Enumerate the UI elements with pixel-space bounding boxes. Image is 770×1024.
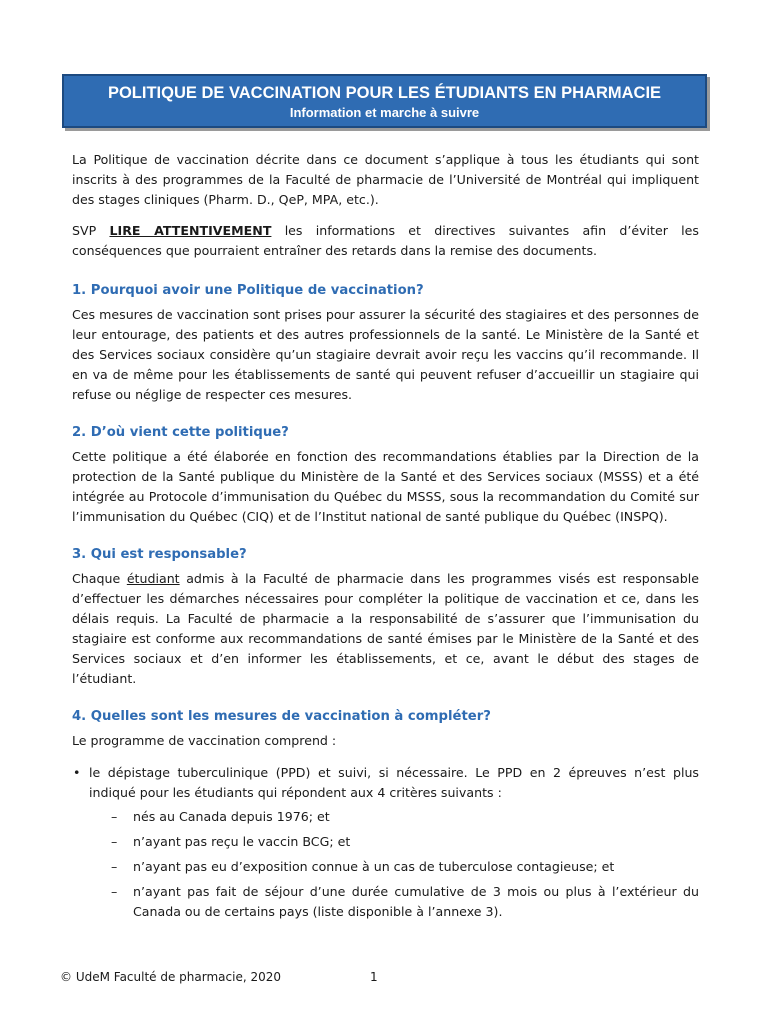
vaccination-measures-list xyxy=(72,763,699,922)
list-item xyxy=(89,857,699,877)
list-item xyxy=(72,763,699,922)
criterion-text: n’ayant pas eu d’exposition connue à un cas de tuberculose contagieuse; et xyxy=(133,859,615,874)
instruction-paragraph xyxy=(72,221,699,261)
tb-screening-text: le dépistage tuberculinique (PPD) et suivi, si nécessaire. Le PPD en 2 épreuves n’est plus indiqué pour les étudiants qui répondent aux 4 critères suivants : xyxy=(89,765,699,800)
section-3-heading: 3. Qui est responsable? xyxy=(72,547,247,562)
bullet-icon: • xyxy=(73,765,81,780)
footer-copyright: © UdeM Faculté de pharmacie, 2020 xyxy=(60,970,281,984)
section-1-heading: 1. Pourquoi avoir une Politique de vaccination? xyxy=(72,283,424,298)
section-3-body xyxy=(72,569,699,689)
document-subtitle: Information et marche à suivre xyxy=(289,105,480,120)
dash-icon: – xyxy=(111,859,118,874)
section-2-body: Cette politique a été élaborée en fonction des recommandations établies par la Direction de la protection de la Santé publique du Ministère de la Santé et des Services sociaux (MSSS) et a été intégrée au Protocole d’immunisation du Québec du MSSS, sous la recommandation du Comité sur l’immunisation du Québec (CIQ) et de l’Institut national de santé publique du Québec (INSPQ). xyxy=(72,449,699,524)
read-carefully-emphasis: LIRE ATTENTIVEMENT xyxy=(109,223,272,238)
instruction-rest: les informations et directives suivantes afin d’éviter les conséquences que pourraient entraîner des retards dans la remise des documents. xyxy=(72,223,699,258)
section-1-body: Ces mesures de vaccination sont prises pour assurer la sécurité des stagiaires et des personnes de leur entourage, des patients et des autres professionnels de la santé. Le Ministère de la Santé et des Services sociaux considère qu’un stagiaire devrait avoir reçu les vaccins qu’il recommande. Il en va de même pour les établissements de santé qui peuvent refuser d’accueillir un stagiaire qui refuse ou néglige de respecter ces mesures. xyxy=(72,307,699,402)
section-3-prefix: Chaque xyxy=(72,571,127,586)
list-item xyxy=(89,832,699,852)
list-item xyxy=(89,882,699,922)
criteria-list xyxy=(89,807,699,922)
instruction-prefix: SVP xyxy=(72,223,110,238)
dash-icon: – xyxy=(111,884,118,899)
document-title-banner xyxy=(62,74,707,128)
dash-icon: – xyxy=(111,809,118,824)
criterion-text: n’ayant pas reçu le vaccin BCG; et xyxy=(133,834,351,849)
page-number: 1 xyxy=(370,970,378,984)
intro-paragraph: La Politique de vaccination décrite dans ce document s’applique à tous les étudiants qui sont inscrits à des programmes de la Faculté de pharmacie de l’Université de Montréal qui impliquent des stages cliniques (Pharm. D., QeP, MPA, etc.). xyxy=(72,152,699,207)
list-item xyxy=(89,807,699,827)
criterion-text: n’ayant pas fait de séjour d’une durée cumulative de 3 mois ou plus à l’extérieur du Canada ou de certains pays (liste disponible à l’annexe 3). xyxy=(133,884,699,919)
dash-icon: – xyxy=(111,834,118,849)
section-4-heading: 4. Quelles sont les mesures de vaccination à compléter? xyxy=(72,709,491,724)
student-underlined: étudiant xyxy=(126,571,180,586)
section-4-body: Le programme de vaccination comprend : xyxy=(72,733,337,748)
criterion-text: nés au Canada depuis 1976; et xyxy=(133,809,330,824)
section-3-rest: admis à la Faculté de pharmacie dans les programmes visés est responsable d’effectuer les démarches nécessaires pour compléter la politique de vaccination et ce, dans les délais requis. La Faculté de pharmacie a la responsabilité de s’assurer que l’immunisation du stagiaire est conforme aux recommandations de santé émises par le Ministère de la Santé et des Services sociaux et d’en informer les établissements, et ce, avant le début des stages de l’étudiant. xyxy=(72,571,699,686)
section-2-heading: 2. D’où vient cette politique? xyxy=(72,425,289,440)
document-body xyxy=(72,150,699,927)
document-title: POLITIQUE DE VACCINATION POUR LES ÉTUDIANTS EN PHARMACIE xyxy=(107,84,662,102)
